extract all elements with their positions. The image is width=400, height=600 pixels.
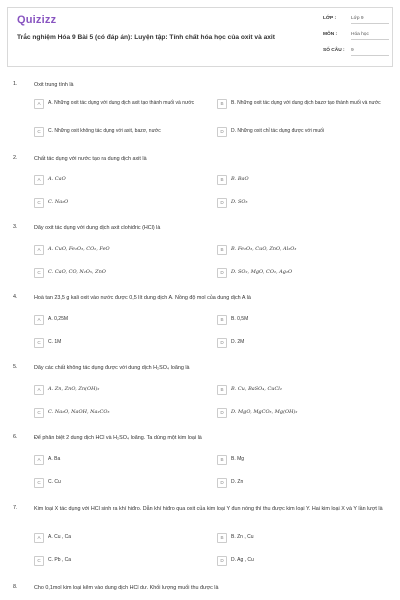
- question-number: 2.: [13, 155, 18, 161]
- option-text: D. Zn: [231, 479, 244, 485]
- option-letter-box: B: [217, 533, 227, 543]
- question-number: 5.: [13, 364, 18, 370]
- option-text: A. Zn, ZnO, Zn(OH)₂: [48, 386, 100, 392]
- option-letter-box: D: [217, 478, 227, 488]
- meta-value: 9: [351, 48, 354, 53]
- question-number: 6.: [13, 434, 18, 440]
- document-header: [7, 7, 393, 67]
- meta-underline: [351, 39, 389, 40]
- option-text: A. Cu , Ca: [48, 534, 72, 540]
- option-letter-box: A: [34, 245, 44, 255]
- option-text: B. Những oxit tác dụng với dung dịch bazơ tạo thành muối và nước: [231, 100, 381, 106]
- option-text: C. Na₂O: [48, 199, 69, 205]
- option-letter-box: C: [34, 556, 44, 566]
- meta-underline: [351, 23, 389, 24]
- option-letter-box: D: [217, 408, 227, 418]
- question-text: Để phân biệt 2 dung dịch HCl và H₂SO₄ loãng. Ta dùng một kim loại là: [34, 435, 202, 441]
- option-text: C. CaO, CO, N₂O₅, ZnO: [48, 269, 106, 275]
- option-text: B. Mg: [231, 456, 245, 462]
- meta-label: MÔN :: [323, 32, 338, 37]
- question-text: Dãy các chất không tác dụng được với dung dịch H₂SO₄ loãng là: [34, 365, 190, 371]
- option-text: A. 0,25M: [48, 316, 69, 322]
- option-letter-box: D: [217, 198, 227, 208]
- question-text: Cho 0,1mol kim loại kẽm vào dung dịch HCl dư. Khối lượng muối thu được là: [34, 585, 219, 591]
- option-text: C. Pb , Ca: [48, 557, 72, 563]
- option-letter-box: B: [217, 385, 227, 395]
- option-letter-box: C: [34, 478, 44, 488]
- meta-value: Lớp 9: [351, 16, 364, 21]
- option-text: C. 1M: [48, 339, 62, 345]
- option-text: B. 0,5M: [231, 316, 249, 322]
- option-text: B. Cu, BaSO₄, CuCl₂: [231, 386, 282, 392]
- option-text: C. Na₂O, NaOH, Na₂CO₃: [48, 409, 110, 415]
- option-text: C. Cu: [48, 479, 61, 485]
- meta-label: SỐ CÂU :: [323, 48, 345, 53]
- option-letter-box: C: [34, 198, 44, 208]
- option-letter-box: A: [34, 533, 44, 543]
- option-text: C. Những oxit không tác dụng với axit, bazơ, nước: [48, 128, 161, 134]
- option-letter-box: D: [217, 268, 227, 278]
- option-text: D. SO₂, MgO, CO₂, Ag₂O: [231, 269, 293, 275]
- option-text: D. SO₃: [231, 199, 248, 205]
- question-number: 8.: [13, 584, 18, 590]
- option-letter-box: A: [34, 175, 44, 185]
- option-text: A. CaO: [48, 176, 66, 182]
- option-text: B. Zn , Cu: [231, 534, 254, 540]
- option-text: B. Fe₂O₃, CuO, ZnO, Al₂O₃: [231, 246, 297, 252]
- option-letter-box: B: [217, 99, 227, 109]
- option-letter-box: C: [34, 338, 44, 348]
- option-text: D. MgO, MgCO₃, Mg(OH)₂: [231, 409, 298, 415]
- option-text: A. CuO, Fe₂O₃, CO₂, FeO: [48, 246, 110, 252]
- option-text: A. Những oxit tác dụng với dung dịch axit tạo thành muối và nước: [48, 100, 195, 106]
- question-text: Chất tác dụng với nước tạo ra dung dịch axit là: [34, 156, 147, 162]
- page-title: Trắc nghiệm Hóa 9 Bài 5 (có đáp án): Luyện tập: Tính chất hóa học của oxit và axit: [17, 34, 275, 41]
- meta-value: Hóa học: [351, 32, 369, 37]
- question-text: Kim loại X tác dụng với HCl sinh ra khí hiđro. Dẫn khí hiđro qua oxit của kim loại Y đun nóng thì thu được kim loại Y. Hai kim loại X và Y lần lượt là: [34, 506, 383, 512]
- option-letter-box: A: [34, 99, 44, 109]
- option-letter-box: D: [217, 556, 227, 566]
- option-text: D. 2M: [231, 339, 245, 345]
- question-number: 7.: [13, 505, 18, 511]
- option-text: A. Ba: [48, 456, 61, 462]
- option-text: D. Ag , Cu: [231, 557, 254, 563]
- quizizz-logo: Quizizz: [17, 14, 57, 26]
- option-letter-box: D: [217, 338, 227, 348]
- option-letter-box: B: [217, 315, 227, 325]
- question-number: 1.: [13, 81, 18, 87]
- meta-underline: [351, 55, 389, 56]
- option-letter-box: A: [34, 455, 44, 465]
- option-letter-box: C: [34, 408, 44, 418]
- option-letter-box: A: [34, 315, 44, 325]
- option-letter-box: B: [217, 175, 227, 185]
- option-letter-box: B: [217, 455, 227, 465]
- option-letter-box: A: [34, 385, 44, 395]
- option-letter-box: C: [34, 268, 44, 278]
- option-letter-box: D: [217, 127, 227, 137]
- option-letter-box: C: [34, 127, 44, 137]
- question-text: Oxit trung tính là: [34, 82, 74, 88]
- question-text: Hoà tan 23,5 g kali oxit vào nước được 0,5 lít dung dịch A. Nồng độ mol của dung dịch A là: [34, 295, 251, 301]
- question-text: Dãy oxit tác dụng với dung dịch axit clohiđric (HCl) là: [34, 225, 161, 231]
- option-text: B. BaO: [231, 176, 249, 182]
- question-number: 3.: [13, 224, 18, 230]
- question-number: 4.: [13, 294, 18, 300]
- option-letter-box: B: [217, 245, 227, 255]
- meta-label: LỚP :: [323, 16, 337, 21]
- option-text: D. Những oxit chỉ tác dụng được với muối: [231, 128, 325, 134]
